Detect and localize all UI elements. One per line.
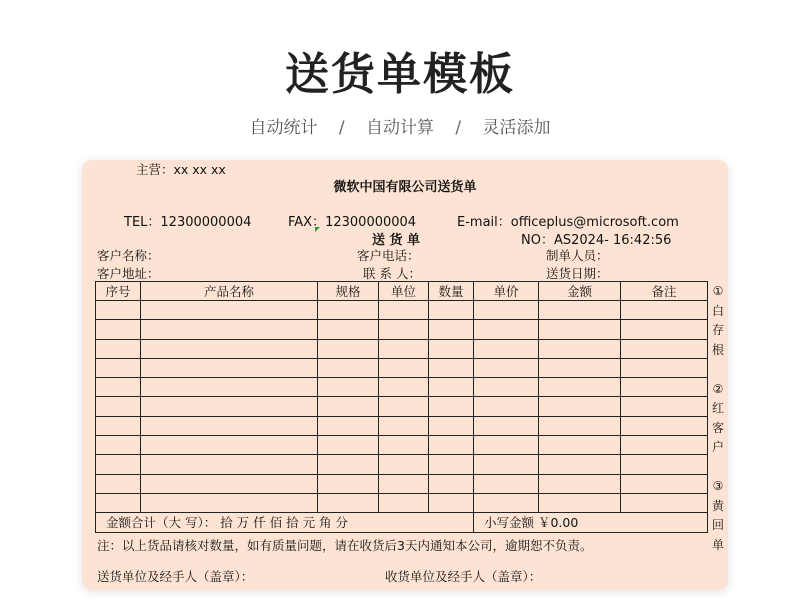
table-cell[interactable] (621, 397, 708, 416)
goods-table (95, 281, 708, 533)
table-cell[interactable] (141, 493, 318, 512)
side-note-char: ② (712, 381, 724, 396)
table-cell[interactable] (379, 416, 429, 435)
table-cell[interactable] (141, 436, 318, 455)
table-cell[interactable] (474, 474, 539, 493)
table-cell[interactable] (141, 301, 318, 320)
table-cell[interactable] (621, 301, 708, 320)
table-cell[interactable] (621, 474, 708, 493)
table-cell[interactable] (621, 416, 708, 435)
side-note-char: 根 (711, 342, 724, 357)
contact-label: 联 系 人： (363, 266, 421, 281)
table-cell[interactable] (474, 436, 539, 455)
table-cell[interactable] (474, 493, 539, 512)
table-body (96, 301, 708, 513)
table-total-row (96, 513, 708, 532)
table-cell[interactable] (318, 474, 379, 493)
table-cell[interactable] (96, 358, 141, 377)
column-header: 金额 (539, 282, 621, 301)
column-header: 数量 (429, 282, 474, 301)
table-cell[interactable] (539, 474, 621, 493)
table-row (96, 397, 708, 416)
notice-text: 注：以上货品请核对数量，如有质量问题，请在收货后3天内通知本公司，逾期恕不负责。 (97, 538, 593, 553)
company-title: 微软中国有限公司送货单 (333, 180, 477, 195)
table-row (96, 493, 708, 512)
table-cell[interactable] (318, 339, 379, 358)
table-cell[interactable] (96, 397, 141, 416)
table-cell[interactable] (429, 301, 474, 320)
table-cell[interactable] (621, 436, 708, 455)
table-cell[interactable] (141, 378, 318, 397)
table-cell[interactable] (318, 358, 379, 377)
table-cell[interactable] (429, 455, 474, 474)
table-cell[interactable] (429, 493, 474, 512)
table-cell[interactable] (474, 378, 539, 397)
table-cell[interactable] (96, 436, 141, 455)
cell-comment-marker (315, 227, 320, 232)
table-cell[interactable] (429, 339, 474, 358)
table-cell[interactable] (318, 397, 379, 416)
subtitle-item: 自动统计 (249, 118, 318, 138)
subtitle-item: 灵活添加 (482, 118, 551, 138)
table-cell[interactable] (474, 358, 539, 377)
table-cell[interactable] (539, 436, 621, 455)
table-row (96, 358, 708, 377)
table-row (96, 301, 708, 320)
table-row (96, 378, 708, 397)
table-cell[interactable] (539, 397, 621, 416)
table-cell[interactable] (379, 474, 429, 493)
table-cell[interactable] (318, 301, 379, 320)
side-note-char: 户 (711, 440, 724, 454)
table-cell[interactable] (379, 397, 429, 416)
table-cell[interactable] (379, 339, 429, 358)
table-cell[interactable] (474, 455, 539, 474)
column-header: 产品名称 (141, 282, 318, 301)
table-row (96, 339, 708, 358)
side-note-char: 红 (711, 401, 724, 415)
column-header: 序号 (96, 282, 141, 301)
table-cell[interactable] (474, 397, 539, 416)
table-cell[interactable] (96, 339, 141, 358)
table-cell[interactable] (429, 474, 474, 493)
table-cell[interactable] (621, 358, 708, 377)
subtitle-item: 自动计算 (366, 118, 434, 138)
total-lower-label: 小写金额 ￥0.00 (474, 513, 708, 532)
delivery-note-sheet (82, 160, 728, 590)
side-note-char: 单 (711, 537, 724, 552)
table-cell[interactable] (141, 320, 318, 339)
receiver-signature-label: 收货单位及经手人（盖章）： (385, 569, 542, 584)
table-cell[interactable] (429, 397, 474, 416)
table-cell[interactable] (96, 320, 141, 339)
subtitle-separator: / (338, 118, 345, 138)
table-cell[interactable] (96, 493, 141, 512)
fax-text: FAX：12300000004 (288, 215, 417, 230)
table-cell[interactable] (96, 301, 141, 320)
table-cell[interactable] (429, 378, 474, 397)
table-cell[interactable] (429, 416, 474, 435)
delivery-date-label: 送货日期： (546, 266, 609, 281)
table-cell[interactable] (429, 320, 474, 339)
customer-name-label: 客户名称： (97, 248, 160, 263)
side-note-char: 黄 (711, 498, 724, 513)
table-row (96, 436, 708, 455)
total-upper-label: 金额合计（大 写）： 拾 万 仟 佰 拾 元 角 分 (96, 513, 474, 532)
customer-address-label: 客户地址： (97, 266, 160, 281)
table-cell[interactable] (141, 358, 318, 377)
table-cell[interactable] (379, 301, 429, 320)
table-cell[interactable] (539, 378, 621, 397)
column-header: 规格 (318, 282, 379, 301)
table-cell[interactable] (141, 397, 318, 416)
table-cell[interactable] (474, 301, 539, 320)
side-note-char: 存 (711, 323, 724, 337)
table-cell[interactable] (318, 493, 379, 512)
table-cell[interactable] (474, 339, 539, 358)
table-cell[interactable] (539, 358, 621, 377)
table-cell[interactable] (429, 358, 474, 377)
side-note-char: ③ (712, 479, 724, 493)
table-cell[interactable] (379, 358, 429, 377)
side-note-char (711, 458, 725, 478)
column-header: 单位 (379, 282, 429, 301)
table-cell[interactable] (621, 320, 708, 339)
side-note-char: 白 (711, 303, 724, 318)
side-note-char (711, 360, 725, 380)
table-cell[interactable] (379, 378, 429, 397)
side-note-char: ① (712, 284, 724, 298)
table-cell[interactable] (141, 455, 318, 474)
subtitle-bar (0, 113, 800, 138)
column-header: 备注 (621, 282, 708, 301)
table-cell[interactable] (96, 474, 141, 493)
table-cell[interactable] (474, 416, 539, 435)
table-cell[interactable] (429, 436, 474, 455)
table-row (96, 320, 708, 339)
table-cell[interactable] (539, 339, 621, 358)
table-cell[interactable] (141, 416, 318, 435)
table-cell[interactable] (141, 474, 318, 493)
table-cell[interactable] (96, 455, 141, 474)
table-header-row (96, 282, 708, 301)
customer-phone-label: 客户电话： (357, 248, 420, 263)
table-cell[interactable] (539, 493, 621, 512)
table-cell[interactable] (96, 378, 141, 397)
table-cell[interactable] (621, 493, 708, 512)
table-cell[interactable] (379, 493, 429, 512)
preparer-label: 制单人员： (546, 248, 609, 263)
tel-text: TEL：12300000004 (124, 215, 252, 230)
table-cell[interactable] (621, 339, 708, 358)
column-header: 单价 (474, 282, 539, 301)
table-cell[interactable] (379, 320, 429, 339)
copy-distribution-notes (711, 282, 725, 555)
table-cell[interactable] (621, 455, 708, 474)
table-cell[interactable] (318, 320, 379, 339)
table-row (96, 416, 708, 435)
table-cell[interactable] (318, 378, 379, 397)
table-cell[interactable] (96, 416, 141, 435)
subtitle-separator: / (455, 118, 462, 138)
side-note-char: 客 (711, 420, 724, 435)
table-row (96, 455, 708, 474)
table-cell[interactable] (318, 416, 379, 435)
table-cell[interactable] (318, 436, 379, 455)
table-cell[interactable] (539, 320, 621, 339)
table-cell[interactable] (539, 301, 621, 320)
table-cell[interactable] (474, 320, 539, 339)
doc-number: NO：AS2024- 16:42:56 (521, 233, 672, 248)
email-text: E-mail：officeplus@microsoft.com (457, 215, 679, 230)
side-note-char: 回 (711, 518, 724, 532)
table-row (96, 474, 708, 493)
table-cell[interactable] (621, 378, 708, 397)
doc-type-label: 送 货 单 (372, 233, 421, 248)
page-title: 送货单模板 (285, 49, 515, 100)
table-cell[interactable] (539, 416, 621, 435)
manager-text: 主营：xx xx xx (136, 162, 226, 177)
sender-signature-label: 送货单位及经手人（盖章）： (97, 569, 254, 584)
table-cell[interactable] (539, 455, 621, 474)
table-cell[interactable] (141, 339, 318, 358)
table-cell[interactable] (318, 455, 379, 474)
table-cell[interactable] (379, 455, 429, 474)
table-cell[interactable] (379, 436, 429, 455)
